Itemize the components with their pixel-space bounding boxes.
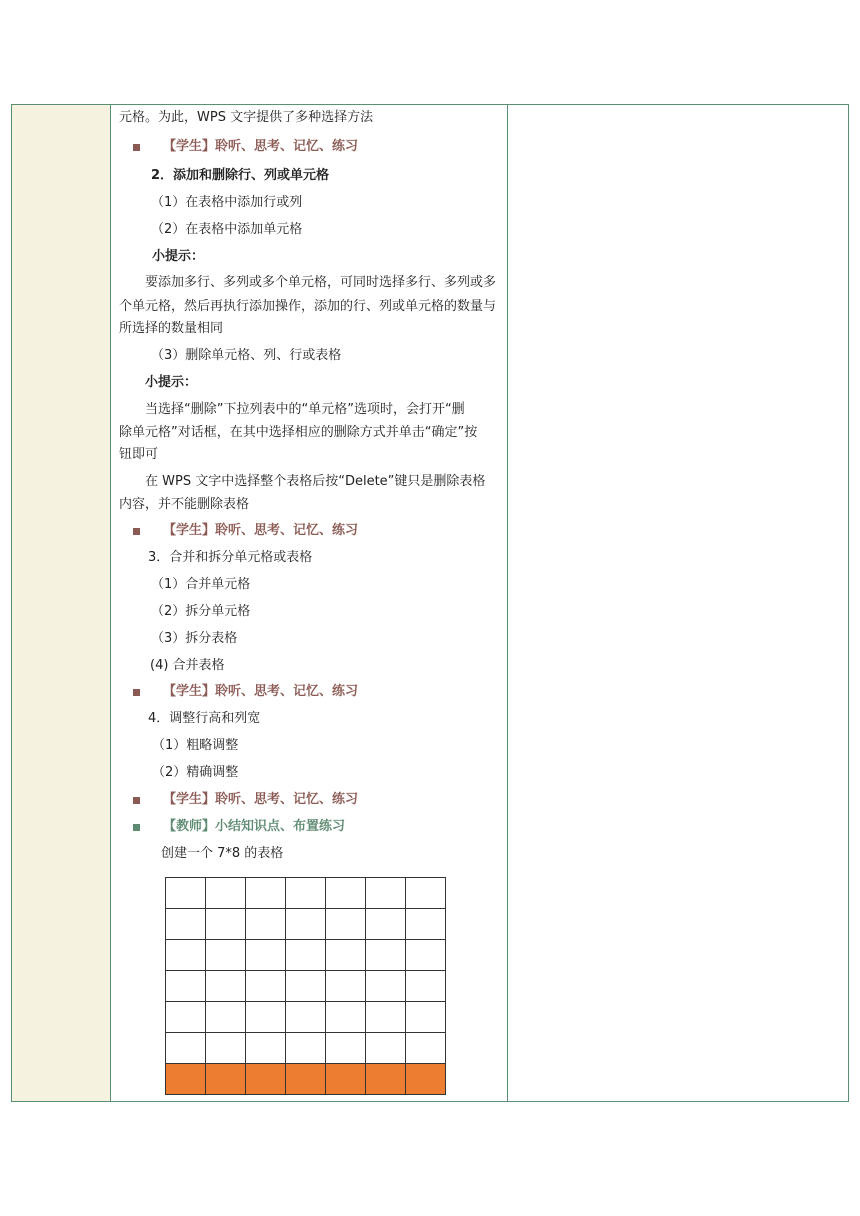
table-cell bbox=[246, 1002, 286, 1033]
square-bullet-icon bbox=[133, 689, 140, 696]
table-cell bbox=[286, 971, 326, 1002]
teacher-activity: 【教师】小结知识点、布置练习 bbox=[163, 819, 346, 834]
section-heading-2: 2．添加和删除行、列或单元格 bbox=[151, 168, 330, 183]
item-merge-table: (4) 合并表格 bbox=[150, 658, 225, 673]
table-cell bbox=[406, 1002, 446, 1033]
student-activity-4: 【学生】聆听、思考、记忆、练习 bbox=[163, 792, 359, 807]
table-cell bbox=[326, 878, 366, 909]
table-cell bbox=[206, 971, 246, 1002]
item-merge-cells: （1）合并单元格 bbox=[151, 577, 251, 592]
item-delete: （3）删除单元格、列、行或表格 bbox=[151, 348, 342, 363]
table-cell bbox=[166, 878, 206, 909]
item-add-cells: （2）在表格中添加单元格 bbox=[151, 222, 303, 237]
section-heading-3: 3．合并和拆分单元格或表格 bbox=[148, 550, 313, 565]
table-cell bbox=[366, 971, 406, 1002]
table-cell bbox=[246, 971, 286, 1002]
table-cell bbox=[286, 1064, 326, 1095]
table-cell bbox=[286, 1002, 326, 1033]
table-cell bbox=[206, 1064, 246, 1095]
table-cell bbox=[206, 1033, 246, 1064]
table-cell bbox=[406, 1033, 446, 1064]
table-cell bbox=[206, 940, 246, 971]
item-split-table: （3）拆分表格 bbox=[151, 631, 238, 646]
tip-2-line-3: 钮即可 bbox=[119, 447, 159, 462]
square-bullet-icon bbox=[133, 824, 140, 831]
tip-1-line-1: 要添加多行、多列或多个单元格，可同时选择多行、多列或多 bbox=[145, 275, 497, 290]
tip-1-line-3: 所选择的数量相同 bbox=[119, 321, 224, 336]
table-cell bbox=[406, 878, 446, 909]
table-cell bbox=[246, 909, 286, 940]
table-cell bbox=[246, 1033, 286, 1064]
table-row bbox=[166, 971, 446, 1002]
table-cell bbox=[326, 940, 366, 971]
table-row bbox=[166, 1064, 446, 1095]
table-cell bbox=[326, 971, 366, 1002]
tip-heading-1: 小提示： bbox=[152, 249, 205, 264]
table-cell bbox=[366, 1002, 406, 1033]
tip-2-line-2: 除单元格”对话框，在其中选择相应的删除方式并单击“确定”按 bbox=[119, 425, 478, 440]
table-cell bbox=[286, 878, 326, 909]
student-activity-3: 【学生】聆听、思考、记忆、练习 bbox=[163, 684, 359, 699]
table-cell bbox=[166, 1064, 206, 1095]
item-precise-adjust: （2）精确调整 bbox=[152, 765, 239, 780]
tip-heading-2: 小提示： bbox=[145, 375, 198, 390]
student-activity-1: 【学生】聆听、思考、记忆、练习 bbox=[163, 139, 359, 154]
table-row bbox=[166, 909, 446, 940]
table-cell bbox=[366, 878, 406, 909]
table-cell bbox=[366, 1064, 406, 1095]
table-cell bbox=[326, 909, 366, 940]
student-activity-2: 【学生】聆听、思考、记忆、练习 bbox=[163, 523, 359, 538]
table-cell bbox=[206, 1002, 246, 1033]
table-cell bbox=[206, 909, 246, 940]
table-cell bbox=[246, 940, 286, 971]
table-cell bbox=[166, 1002, 206, 1033]
practice-table bbox=[165, 877, 446, 1095]
table-cell bbox=[166, 971, 206, 1002]
table-cell bbox=[286, 1033, 326, 1064]
table-cell bbox=[206, 878, 246, 909]
table-cell bbox=[406, 909, 446, 940]
table-cell bbox=[166, 1033, 206, 1064]
item-split-cells: （2）拆分单元格 bbox=[151, 604, 251, 619]
table-row bbox=[166, 940, 446, 971]
table-cell bbox=[326, 1033, 366, 1064]
table-cell bbox=[366, 1033, 406, 1064]
item-add-rows: （1）在表格中添加行或列 bbox=[151, 195, 303, 210]
table-cell bbox=[246, 1064, 286, 1095]
square-bullet-icon bbox=[133, 144, 140, 151]
note-line-2: 内容，并不能删除表格 bbox=[119, 497, 250, 512]
table-cell bbox=[286, 940, 326, 971]
tip-1-line-2: 个单元格，然后再执行添加操作，添加的行、列或单元格的数量与 bbox=[119, 299, 497, 314]
table-cell bbox=[246, 878, 286, 909]
table-cell bbox=[166, 940, 206, 971]
table-cell bbox=[326, 1002, 366, 1033]
square-bullet-icon bbox=[133, 528, 140, 535]
square-bullet-icon bbox=[133, 797, 140, 804]
table-row bbox=[166, 1002, 446, 1033]
table-row bbox=[166, 878, 446, 909]
table-cell bbox=[406, 940, 446, 971]
item-rough-adjust: （1）粗略调整 bbox=[152, 738, 239, 753]
table-cell bbox=[326, 1064, 366, 1095]
table-cell bbox=[166, 909, 206, 940]
tip-2-line-1: 当选择“删除”下拉列表中的“单元格”选项时，会打开“删 bbox=[145, 402, 465, 417]
practice-task: 创建一个 7*8 的表格 bbox=[161, 846, 284, 861]
table-cell bbox=[366, 909, 406, 940]
table-cell bbox=[366, 940, 406, 971]
table-cell bbox=[406, 1064, 446, 1095]
intro-text: 元格。为此，WPS 文字提供了多种选择方法 bbox=[119, 110, 374, 125]
note-line-1: 在 WPS 文字中选择整个表格后按“Delete”键只是删除表格 bbox=[145, 474, 486, 489]
section-heading-4: 4．调整行高和列宽 bbox=[148, 711, 261, 726]
table-row bbox=[166, 1033, 446, 1064]
table-cell bbox=[286, 909, 326, 940]
table-cell bbox=[406, 971, 446, 1002]
